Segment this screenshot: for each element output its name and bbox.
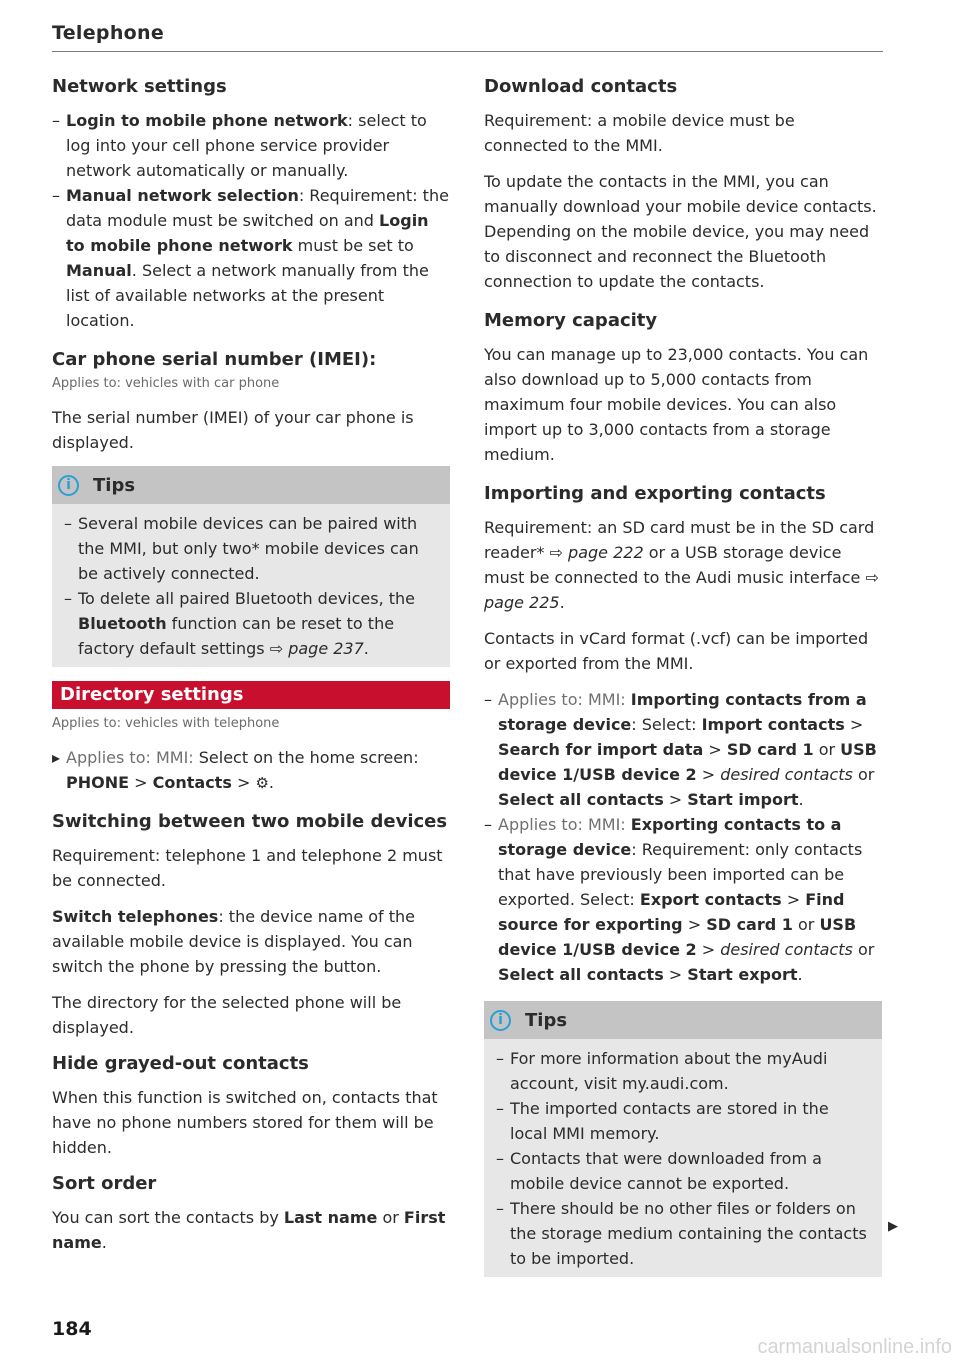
tips-list xyxy=(64,511,438,661)
page-reference-link[interactable]: ⇨ page 225 xyxy=(484,568,879,612)
applies-mmi-note: Applies to: MMI: xyxy=(498,815,626,834)
separator: > xyxy=(129,773,153,792)
menu-label: Start import xyxy=(687,790,799,809)
switching-section xyxy=(52,809,450,1040)
login-network-ref: Login to mobile phone network xyxy=(66,211,429,255)
download-contacts-section xyxy=(484,74,882,294)
list-item-text: To delete all paired Bluetooth devices, the xyxy=(78,589,415,608)
import-requirement xyxy=(484,515,882,615)
memory-capacity-section xyxy=(484,308,882,467)
desired-contacts-text: desired contacts xyxy=(720,765,853,784)
page-reference-link[interactable]: ⇨ page 237 xyxy=(269,639,364,658)
vcard-text: Contacts in vCard format (.vcf) can be imported or exported from the MMI. xyxy=(484,629,869,673)
network-settings-list xyxy=(52,108,450,333)
last-name-label: Last name xyxy=(283,1208,378,1227)
separator: > xyxy=(703,740,727,759)
imei-heading: Car phone serial number (IMEI): xyxy=(52,349,377,370)
download-text: To update the contacts in the MMI, you can manually download your mobile device contacts. Depending on the mobile device, you may need to disconnect and reconnect the Bluetooth connection to update the contacts. xyxy=(484,172,877,291)
memory-capacity-heading: Memory capacity xyxy=(484,310,658,331)
directory-display-text: The directory for the selected phone will be displayed. xyxy=(52,993,402,1037)
menu-label: Find source for exporting xyxy=(498,890,845,934)
download-contacts-heading: Download contacts xyxy=(484,76,678,97)
tips-box-right xyxy=(484,1001,882,1277)
import-export-heading: Importing and exporting contacts xyxy=(484,483,826,504)
paragraph-text: . xyxy=(559,593,565,612)
hide-grayed-heading: Hide grayed-out contacts xyxy=(52,1053,309,1074)
separator: > xyxy=(663,965,688,984)
desired-contacts-text: desired contacts xyxy=(720,940,853,959)
hide-grayed-text: When this function is switched on, contacts that have no phone numbers stored for them will be hidden. xyxy=(52,1088,438,1157)
first-name-label: First name xyxy=(52,1208,446,1252)
separator: > xyxy=(696,765,721,784)
list-item: – There should be no other files or folders on the storage medium containing the contacts to be imported. xyxy=(496,1196,870,1271)
menu-label: USB device 1/USB device 2 xyxy=(498,740,877,784)
switching-heading: Switching between two mobile devices xyxy=(52,811,448,832)
applies-mmi-note: Applies to: MMI: xyxy=(66,748,194,767)
list-item-text: : Requirement: the data module must be switched on and xyxy=(66,186,449,230)
tips-label: Tips xyxy=(93,474,136,496)
export-label: Exporting contacts to a storage device xyxy=(498,815,842,859)
step-text: . xyxy=(268,773,274,792)
list-item xyxy=(52,108,450,183)
list-item-text: . Select a network manually from the list of available networks at the present location. xyxy=(66,261,429,330)
list-item xyxy=(484,687,882,812)
separator: > xyxy=(844,715,864,734)
list-item-text: : Select: xyxy=(631,715,702,734)
directory-settings-bar: Directory settings xyxy=(52,681,450,709)
applies-mmi-note: Applies to: MMI: xyxy=(498,690,626,709)
menu-label: Select all contacts xyxy=(498,965,664,984)
separator: > xyxy=(696,940,721,959)
list-item-text: . xyxy=(363,639,369,658)
switch-telephones-text xyxy=(52,904,450,979)
page-header-title: Telephone xyxy=(52,22,165,44)
list-item-text: must be set to xyxy=(292,236,414,255)
paragraph-text: You can sort the contacts by xyxy=(52,1208,284,1227)
sort-order-heading: Sort order xyxy=(52,1173,157,1194)
download-requirement: Requirement: a mobile device must be connected to the MMI. xyxy=(484,111,795,155)
import-export-section xyxy=(484,481,882,987)
menu-label: Search for import data xyxy=(498,740,704,759)
info-icon: i xyxy=(490,1010,511,1031)
paragraph-text: : the device name of the available mobile device is displayed. You can switch the phone by pressing the button. xyxy=(52,907,416,976)
info-icon: i xyxy=(58,475,79,496)
list-item-text: : Requirement: only contacts that have previously been imported can be exported. Select: xyxy=(498,840,863,909)
separator: > xyxy=(663,790,688,809)
imei-text: The serial number (IMEI) of your car phone is displayed. xyxy=(52,408,414,452)
menu-label: SD card 1 xyxy=(706,915,793,934)
menu-label: Export contacts xyxy=(639,890,782,909)
paragraph-text: . xyxy=(101,1233,107,1252)
paragraph-text: or xyxy=(377,1208,404,1227)
sort-order-section xyxy=(52,1171,450,1255)
network-settings-heading: Network settings xyxy=(52,76,227,97)
tips-header xyxy=(484,1001,882,1039)
menu-label: Import contacts xyxy=(701,715,845,734)
list-item xyxy=(64,586,438,661)
tips-list xyxy=(496,1046,870,1271)
list-item: – The imported contacts are stored in the local MMI memory. xyxy=(496,1096,870,1146)
header-divider xyxy=(52,51,883,52)
page-number: 184 xyxy=(52,1318,92,1340)
menu-label: SD card 1 xyxy=(726,740,814,759)
sort-order-text xyxy=(52,1205,450,1255)
list-item-text: function can be reset to the factory default settings xyxy=(78,614,395,658)
tips-label: Tips xyxy=(525,1009,568,1031)
menu-label: Select all contacts xyxy=(498,790,664,809)
hide-grayed-section xyxy=(52,1051,450,1160)
login-network-label: Login to mobile phone network xyxy=(66,111,348,130)
imei-section xyxy=(52,347,450,455)
paragraph-text: or a USB storage device must be connected to the Audi music interface xyxy=(484,543,866,587)
memory-capacity-text: You can manage up to 23,000 contacts. You can also download up to 5,000 contacts from maximum four mobile devices. You can also import up to 3,000 contacts from a storage medium. xyxy=(484,345,869,464)
list-item-text: . xyxy=(798,790,804,809)
step-text: Select on the home screen: xyxy=(193,748,419,767)
manual-network-label: Manual network selection xyxy=(66,186,299,205)
list-item xyxy=(484,812,882,987)
directory-applies-note: Applies to: vehicles with telephone xyxy=(52,716,280,731)
separator: > xyxy=(781,890,806,909)
list-item-text: or xyxy=(792,915,820,934)
list-item: – For more information about the myAudi account, visit my.audi.com. xyxy=(496,1046,870,1096)
import-label: Importing contacts from a storage device xyxy=(498,690,867,734)
list-item: – Contacts that were downloaded from a mobile device cannot be exported. xyxy=(496,1146,870,1196)
import-export-list xyxy=(484,687,882,987)
list-item-text: : select to log into your cell phone service provider network automatically or manually. xyxy=(66,111,427,180)
switch-telephones-label: Switch telephones xyxy=(52,907,219,926)
imei-applies-note: Applies to: vehicles with car phone xyxy=(52,376,280,391)
gear-icon: ⚙ xyxy=(255,774,269,792)
directory-step xyxy=(52,745,450,796)
list-item-text: or xyxy=(813,740,841,759)
list-item-text: or xyxy=(852,940,875,959)
paragraph-text: Requirement: an SD card must be in the SD card reader* xyxy=(484,518,875,562)
tips-body xyxy=(52,504,450,667)
menu-label: USB device 1/USB device 2 xyxy=(498,915,857,959)
menu-label: Start export xyxy=(687,965,798,984)
right-column xyxy=(484,74,882,1291)
left-column xyxy=(52,74,450,1266)
phone-menu-label: PHONE xyxy=(66,773,130,792)
separator: > xyxy=(231,773,256,792)
contacts-menu-label: Contacts xyxy=(152,773,232,792)
network-settings-section xyxy=(52,74,450,333)
list-item xyxy=(52,183,450,333)
manual-value: Manual xyxy=(66,261,132,280)
continue-arrow-icon: ▶ xyxy=(888,1219,898,1234)
separator: > xyxy=(682,915,707,934)
watermark: carmanualsonline.info xyxy=(757,1336,952,1358)
bluetooth-label: Bluetooth xyxy=(78,614,167,633)
tips-box-left xyxy=(52,466,450,667)
page-reference-link[interactable]: ⇨ page 222 xyxy=(549,543,644,562)
list-item-text: . xyxy=(797,965,803,984)
tips-header xyxy=(52,466,450,504)
list-item: – Several mobile devices can be paired with the MMI, but only two* mobile devices can be actively connected. xyxy=(64,511,438,586)
tips-body xyxy=(484,1039,882,1277)
switching-requirement: Requirement: telephone 1 and telephone 2 must be connected. xyxy=(52,846,443,890)
list-item-text: or xyxy=(852,765,875,784)
